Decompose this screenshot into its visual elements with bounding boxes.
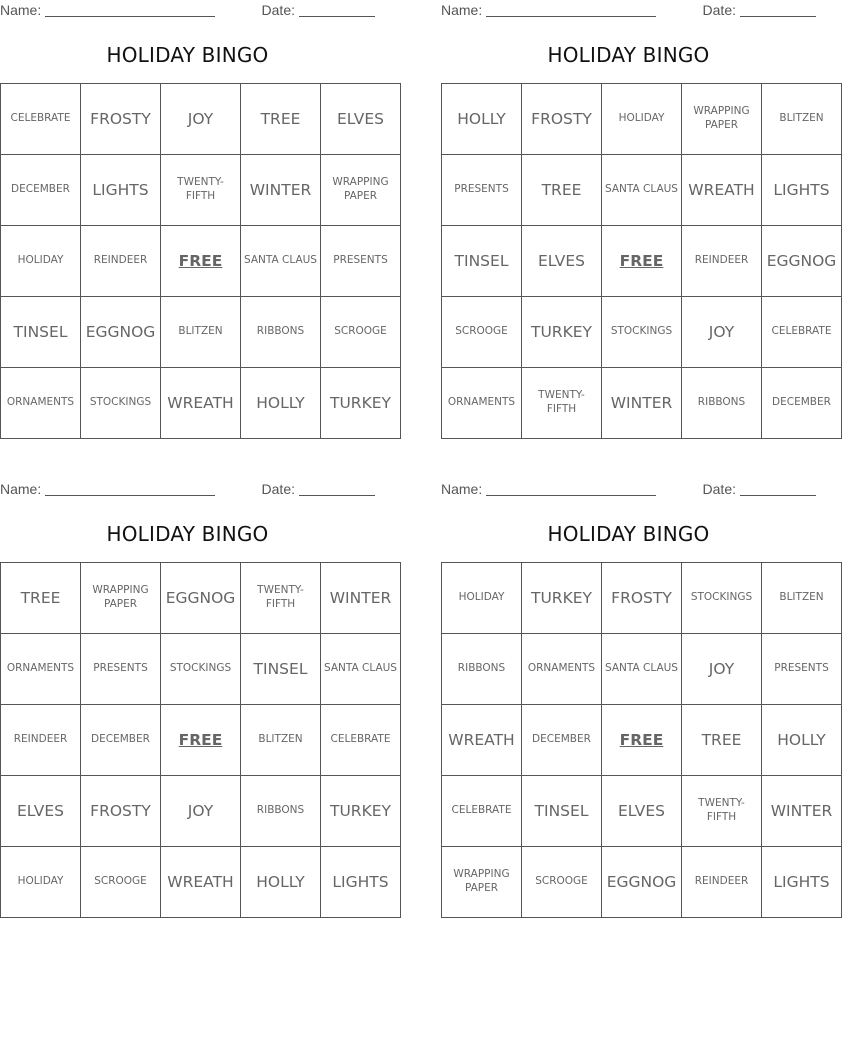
date-field (262, 481, 375, 497)
bingo-cell: TWENTY-FIFTH (682, 776, 762, 847)
bingo-cell: WRAPPING PAPER (321, 155, 401, 226)
bingo-cell: SCROOGE (321, 297, 401, 368)
grid-row (442, 776, 842, 847)
bingo-cell: WRAPPING PAPER (682, 84, 762, 155)
bingo-card (441, 0, 837, 415)
grid-row (1, 563, 401, 634)
bingo-cell: REINDEER (682, 847, 762, 918)
name-field (441, 481, 656, 497)
bingo-cell: JOY (161, 84, 241, 155)
bingo-cell: SANTA CLAUS (321, 634, 401, 705)
bingo-cell: TURKEY (522, 563, 602, 634)
grid-row (442, 705, 842, 776)
name-blank-line (486, 2, 656, 17)
bingo-cell: REINDEER (81, 226, 161, 297)
bingo-cell: SCROOGE (522, 847, 602, 918)
bingo-cell: SCROOGE (81, 847, 161, 918)
card-title: HOLIDAY BINGO (106, 43, 269, 67)
bingo-cell: EGGNOG (161, 563, 241, 634)
name-field (441, 2, 656, 18)
grid-row (1, 705, 401, 776)
bingo-cell: RIBBONS (241, 297, 321, 368)
bingo-cell: RIBBONS (682, 368, 762, 439)
grid-row (1, 155, 401, 226)
bingo-cell: WINTER (602, 368, 682, 439)
name-blank-line (45, 481, 215, 496)
bingo-cell: CELEBRATE (321, 705, 401, 776)
bingo-cell: TWENTY-FIFTH (241, 563, 321, 634)
bingo-cell: BLITZEN (762, 84, 842, 155)
bingo-cell: FROSTY (81, 84, 161, 155)
date-field (703, 481, 816, 497)
free-space: FREE (161, 226, 241, 297)
bingo-cell: WREATH (161, 847, 241, 918)
bingo-cell: RIBBONS (241, 776, 321, 847)
bingo-cell: EGGNOG (762, 226, 842, 297)
grid-row (442, 84, 842, 155)
bingo-cell: TINSEL (522, 776, 602, 847)
bingo-cell: ELVES (522, 226, 602, 297)
grid-row (442, 226, 842, 297)
bingo-cell: SANTA CLAUS (602, 634, 682, 705)
bingo-cell: WREATH (442, 705, 522, 776)
name-label: Name: (0, 2, 42, 18)
bingo-card (0, 0, 391, 412)
bingo-cell: WINTER (241, 155, 321, 226)
bingo-cell: CELEBRATE (762, 297, 842, 368)
free-space: FREE (602, 226, 682, 297)
bingo-cell: HOLIDAY (442, 563, 522, 634)
grid-row (442, 368, 842, 439)
bingo-grid (441, 83, 842, 439)
bingo-cell: PRESENTS (442, 155, 522, 226)
bingo-cell: WREATH (682, 155, 762, 226)
grid-row (1, 226, 401, 297)
bingo-grid (441, 562, 842, 918)
bingo-cell: TWENTY-FIFTH (522, 368, 602, 439)
free-space: FREE (602, 705, 682, 776)
bingo-cell: DECEMBER (81, 705, 161, 776)
grid-row (442, 847, 842, 918)
grid-row (1, 84, 401, 155)
bingo-cell: SANTA CLAUS (241, 226, 321, 297)
date-label: Date: (702, 2, 736, 18)
bingo-cell: REINDEER (1, 705, 81, 776)
card-header (0, 0, 375, 20)
bingo-cell: WREATH (161, 368, 241, 439)
bingo-cell: HOLIDAY (602, 84, 682, 155)
bingo-cell: WRAPPING PAPER (442, 847, 522, 918)
bingo-cell: WINTER (321, 563, 401, 634)
name-label: Name: (441, 2, 483, 18)
bingo-cell: TINSEL (442, 226, 522, 297)
bingo-cell: HOLIDAY (1, 226, 81, 297)
bingo-cell: TINSEL (1, 297, 81, 368)
bingo-cell: BLITZEN (161, 297, 241, 368)
bingo-cell: TREE (241, 84, 321, 155)
name-blank-line (45, 2, 215, 17)
bingo-cell: CELEBRATE (442, 776, 522, 847)
bingo-cell: HOLLY (442, 84, 522, 155)
card-title: HOLIDAY BINGO (547, 522, 710, 546)
bingo-cell: ORNAMENTS (522, 634, 602, 705)
bingo-cell: TREE (522, 155, 602, 226)
bingo-cell: LIGHTS (81, 155, 161, 226)
bingo-grid (0, 562, 401, 918)
bingo-cell: CELEBRATE (1, 84, 81, 155)
date-blank-line (740, 2, 816, 17)
bingo-cell: STOCKINGS (161, 634, 241, 705)
date-field (703, 2, 816, 18)
grid-row (1, 297, 401, 368)
bingo-cell: ELVES (602, 776, 682, 847)
grid-row (1, 776, 401, 847)
date-blank-line (299, 481, 375, 496)
bingo-cell: TURKEY (321, 368, 401, 439)
name-blank-line (486, 481, 656, 496)
bingo-cell: BLITZEN (762, 563, 842, 634)
bingo-cell: TURKEY (321, 776, 401, 847)
bingo-cell: PRESENTS (762, 634, 842, 705)
bingo-cell: DECEMBER (762, 368, 842, 439)
bingo-grid (0, 83, 401, 439)
name-label: Name: (0, 481, 42, 497)
bingo-cell: BLITZEN (241, 705, 321, 776)
grid-row (442, 297, 842, 368)
bingo-cell: STOCKINGS (81, 368, 161, 439)
bingo-cell: TURKEY (522, 297, 602, 368)
card-title: HOLIDAY BINGO (547, 43, 710, 67)
bingo-cell: JOY (161, 776, 241, 847)
date-label: Date: (702, 481, 736, 497)
grid-row (1, 634, 401, 705)
name-label: Name: (441, 481, 483, 497)
bingo-cell: JOY (682, 297, 762, 368)
bingo-cell: RIBBONS (442, 634, 522, 705)
card-header (441, 0, 816, 20)
bingo-cell: LIGHTS (321, 847, 401, 918)
bingo-cell: FROSTY (602, 563, 682, 634)
bingo-cell: ORNAMENTS (1, 368, 81, 439)
bingo-cell: WINTER (762, 776, 842, 847)
bingo-cell: WRAPPING PAPER (81, 563, 161, 634)
bingo-cell: DECEMBER (522, 705, 602, 776)
bingo-card (0, 479, 397, 891)
bingo-card (441, 479, 833, 894)
bingo-cell: JOY (682, 634, 762, 705)
card-title: HOLIDAY BINGO (106, 522, 269, 546)
grid-row (442, 563, 842, 634)
name-field (0, 481, 215, 497)
bingo-cell: EGGNOG (81, 297, 161, 368)
bingo-cell: STOCKINGS (682, 563, 762, 634)
card-header (441, 479, 816, 499)
bingo-cell: STOCKINGS (602, 297, 682, 368)
bingo-cell: PRESENTS (81, 634, 161, 705)
bingo-cell: ELVES (1, 776, 81, 847)
name-field (0, 2, 215, 18)
date-blank-line (299, 2, 375, 17)
bingo-cell: ORNAMENTS (1, 634, 81, 705)
bingo-cell: HOLIDAY (1, 847, 81, 918)
bingo-cell: LIGHTS (762, 847, 842, 918)
bingo-cell: EGGNOG (602, 847, 682, 918)
grid-row (442, 155, 842, 226)
date-label: Date: (261, 2, 295, 18)
bingo-cell: SCROOGE (442, 297, 522, 368)
grid-row (1, 847, 401, 918)
bingo-cell: TINSEL (241, 634, 321, 705)
bingo-cell: ORNAMENTS (442, 368, 522, 439)
bingo-cell: TREE (682, 705, 762, 776)
bingo-cell: HOLLY (762, 705, 842, 776)
free-space: FREE (161, 705, 241, 776)
date-blank-line (740, 481, 816, 496)
bingo-cell: HOLLY (241, 368, 321, 439)
date-label: Date: (261, 481, 295, 497)
card-header (0, 479, 375, 499)
bingo-cell: FROSTY (522, 84, 602, 155)
grid-row (1, 368, 401, 439)
bingo-cell: DECEMBER (1, 155, 81, 226)
date-field (262, 2, 375, 18)
grid-row (442, 634, 842, 705)
bingo-cell: FROSTY (81, 776, 161, 847)
bingo-cell: TREE (1, 563, 81, 634)
bingo-cell: PRESENTS (321, 226, 401, 297)
bingo-cell: TWENTY-FIFTH (161, 155, 241, 226)
bingo-cell: HOLLY (241, 847, 321, 918)
bingo-cell: ELVES (321, 84, 401, 155)
bingo-cell: SANTA CLAUS (602, 155, 682, 226)
bingo-cell: REINDEER (682, 226, 762, 297)
bingo-cell: LIGHTS (762, 155, 842, 226)
